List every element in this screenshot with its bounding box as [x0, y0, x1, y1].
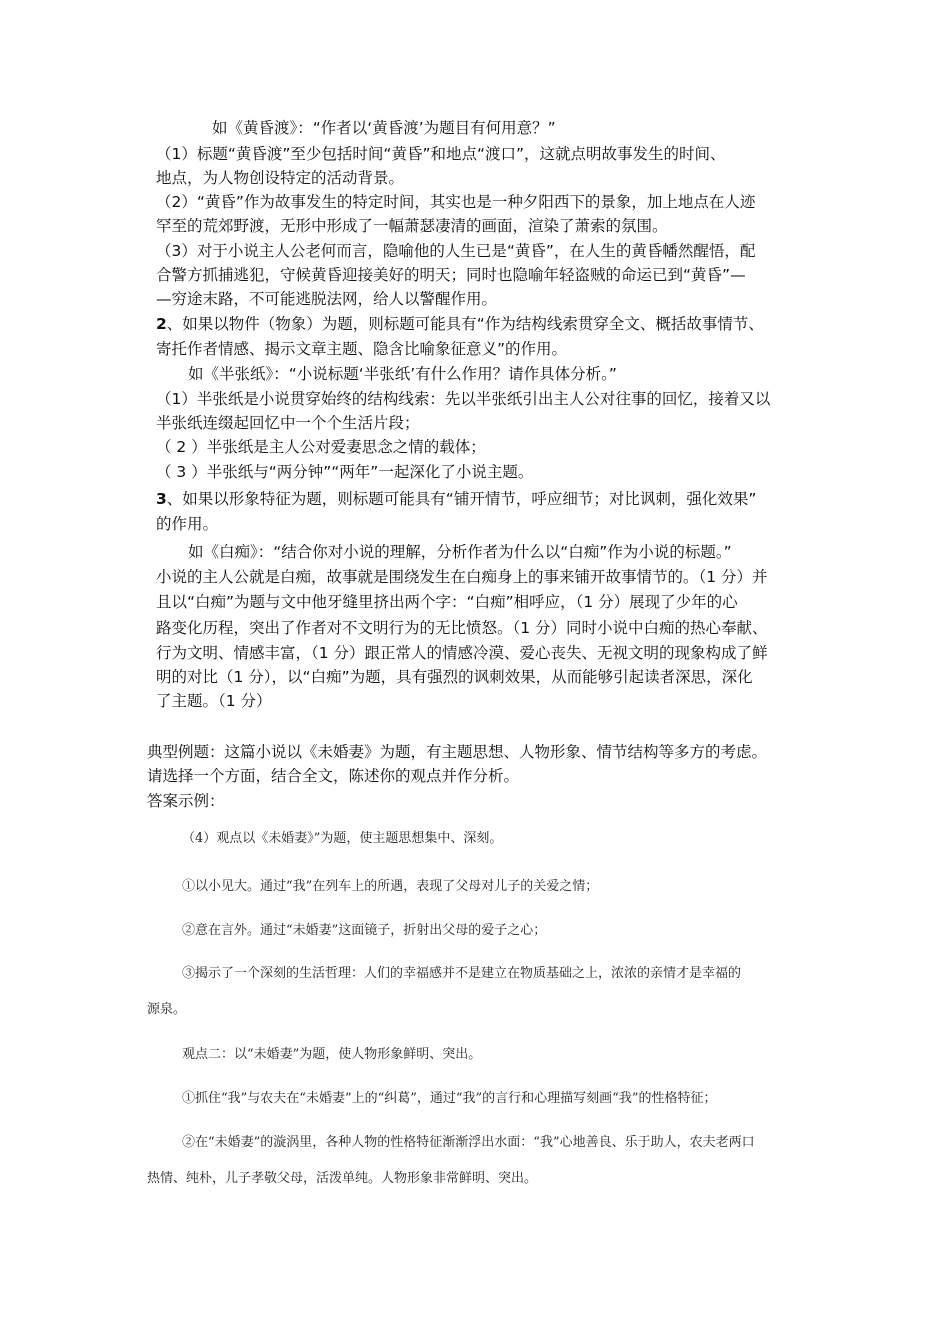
text-line: （ 2 ）半张纸是主人公对爱妻思念之情的载体；: [156, 438, 486, 456]
text-line: —穷途末路，不可能逃脱法网，给人以警醒作用。: [156, 290, 498, 308]
text-line: 的作用。: [156, 515, 219, 533]
text-line: 行为文明、情感丰富，（1 分）跟正常人的情感冷漠、爱心丧失、无视文明的现象构成了鲜: [156, 644, 768, 662]
view-point: ②在“未婚妻”的漩涡里，各种人物的性格特征渐渐浮出水面：“我”心地善良、乐于助人，农夫老两口: [182, 1135, 755, 1150]
text-line: 请选择一个方面，结合全文，陈述你的观点并作分析。: [147, 767, 520, 785]
view-title: 观点二：以“未婚妻”为题，使人物形象鲜明、突出。: [182, 1047, 482, 1062]
text-line: 明的对比（1 分），以“白痴”为题，具有强烈的讽刺效果，从而能够引起读者深思，深化: [156, 668, 753, 686]
text-line: 小说的主人公就是白痴，故事就是围绕发生在白痴身上的事来铺开故事情节的。（1 分）并: [156, 568, 768, 586]
text-line: 半张纸连缀起回忆中一个个生活片段；: [156, 414, 420, 432]
view-point: ③揭示了一个深刻的生活哲理：人们的幸福感并不是建立在物质基础之上，浓浓的亲情才是幸福的: [182, 966, 742, 981]
view-point: 源泉。: [147, 1002, 187, 1017]
text-line: （1）半张纸是小说贯穿始终的结构线索：先以半张纸引出主人公对往事的回忆，接着又以: [156, 390, 771, 408]
text-line: （2）“黄昏”作为故事发生的特定时间，其实也是一种夕阳西下的景象，加上地点在人迹: [156, 193, 756, 211]
text-line: （1）标题“黄昏渡”至少包括时间“黄昏”和地点“渡口”，这就点明故事发生的时间、: [156, 145, 726, 163]
heading-text: 、如果以物件（物象）为题，则标题可能具有“作为结构线索贯穿全文、概括故事情节、: [166, 315, 764, 333]
example-question: 如《半张纸》：“小说标题‘半张纸’有什么作用？请作具体分析。”: [188, 365, 617, 383]
text-line: 了主题。（1 分）: [156, 692, 272, 710]
text-line: （3）对于小说主人公老何而言，隐喻他的人生已是“黄昏”，在人生的黄昏幡然醒悟，配: [156, 242, 756, 260]
text-line: 且以“白痴”为题与文中他牙缝里挤出两个字：“白痴”相呼应，（1 分）展现了少年的心: [156, 593, 738, 611]
section-heading: [156, 313, 764, 335]
text-line: 合警方抓捕逃犯，守候黄昏迎接美好的明天；同时也隐喻年轻盗贼的命运已到“黄昏”—: [156, 266, 746, 284]
heading-text: 、如果以形象特征为题，则标题可能具有“铺开情节，呼应细节；对比讽刺，强化效果”: [166, 490, 757, 508]
answer-label: 答案示例：: [147, 792, 225, 810]
section-heading: [156, 488, 756, 510]
text-line: 路变化历程，突出了作者对不文明行为的无比愤怒。（1 分）同时小说中白痴的热心奉献、: [156, 619, 768, 637]
view-point: ①以小见大。通过“我”在列车上的所遇，表现了父母对儿子的关爱之情；: [182, 879, 599, 894]
text-line: 地点，为人物创设特定的活动背景。: [156, 169, 405, 187]
section-number: 2: [156, 315, 167, 333]
example-question: 如《黄昏渡》：“作者以‘黄昏渡’为题目有何用意？”: [212, 119, 556, 137]
example-question: 如《白痴》：“结合你对小说的理解，分析作者为什么以“白痴”作为小说的标题。”: [188, 543, 732, 561]
text-line: 寄托作者情感、揭示文章主题、隐含比喻象征意义”的作用。: [156, 340, 568, 358]
typical-question: 典型例题：这篇小说以《未婚妻》为题，有主题思想、人物形象、情节结构等多方的考虑。: [147, 743, 768, 761]
view-point: ①抓住“我”与农夫在“未婚妻”上的“纠葛”，通过“我”的言行和心理描写刻画“我”的性格特征；: [182, 1091, 717, 1106]
text-line: 罕至的荒郊野渡，无形中形成了一幅萧瑟凄清的画面，渲染了萧索的氛围。: [156, 217, 668, 235]
section-number: 3: [156, 490, 167, 508]
view-point: 热情、纯朴，儿子孝敬父母，活泼单纯。人物形象非常鲜明、突出。: [147, 1171, 538, 1186]
text-line: （ 3 ）半张纸与“两分钟”“两年”一起深化了小说主题。: [156, 463, 534, 481]
view-title: （4）观点以《未婚妻》”为题，使主题思想集中、深刻。: [182, 831, 503, 846]
view-point: ②意在言外。通过“未婚妻”这面镜子，折射出父母的爱子之心；: [182, 923, 547, 938]
